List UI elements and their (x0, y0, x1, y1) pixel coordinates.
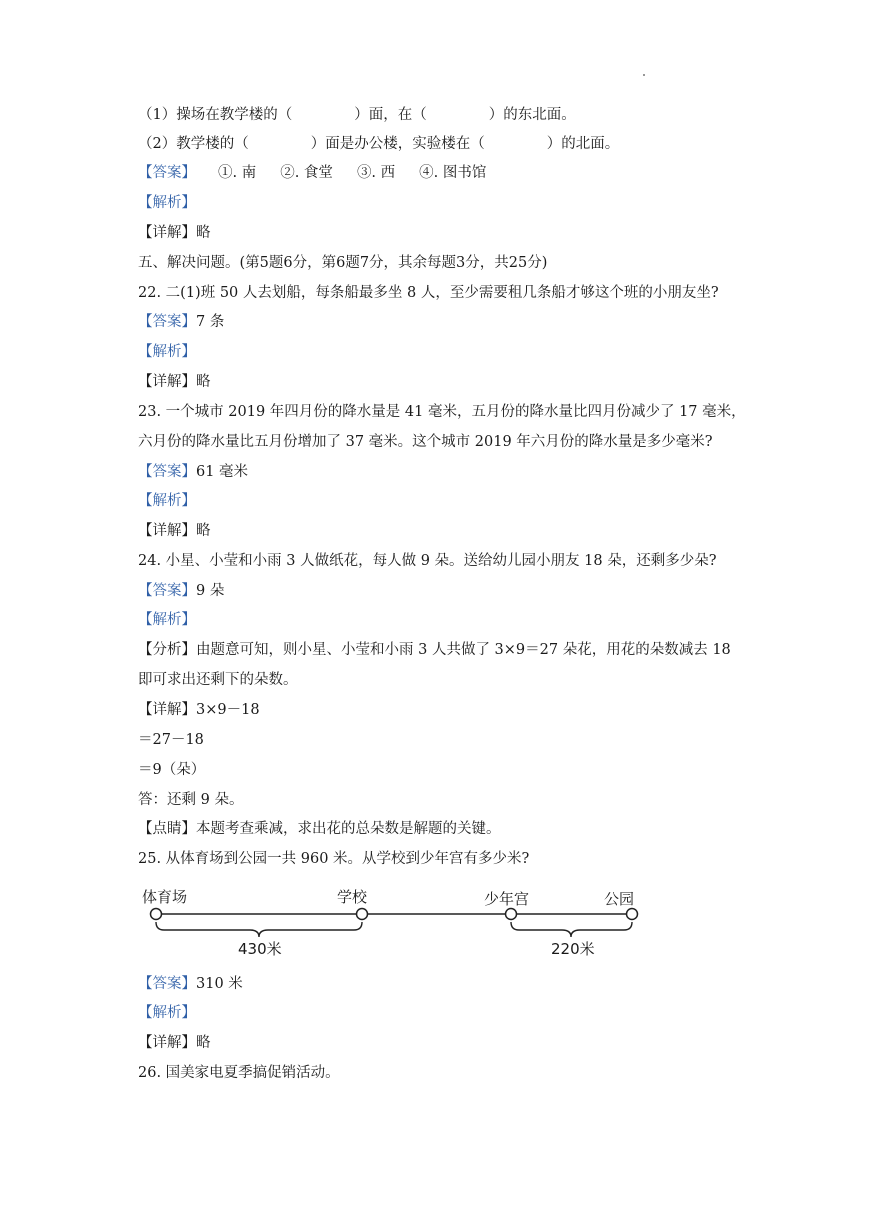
point-marker-school (357, 909, 368, 920)
answer-line: 【答案】7 条 (138, 314, 225, 330)
brace-left-label: 430米 (238, 940, 282, 958)
analysis-label: 【解析】 (138, 195, 196, 211)
brace-right-label: 220米 (551, 940, 595, 958)
detail-line: 【详解】3×9－18 (138, 702, 260, 718)
analysis-label: 【解析】 (138, 493, 196, 509)
sub-question-2: （2）教学楼的（ ）面是办公楼，实验楼在（ ）的北面。 (138, 136, 620, 152)
answer-label: 【答案】 (138, 165, 196, 181)
reply-line: 答：还剩 9 朵。 (138, 792, 244, 808)
detail-line: 【详解】略 (138, 523, 211, 539)
answer-line: 【答案】9 朵 (138, 583, 225, 599)
dianjing-line: 【点睛】本题考查乘减，求出花的总朵数是解题的关键。 (138, 821, 501, 837)
answer-line: 【答案】 ①. 南 ②. 食堂 ③. 西 ④. 图书馆 (138, 165, 487, 181)
answer-line: 【答案】61 毫米 (138, 464, 249, 480)
question-22: 22. 二(1)班 50 人去划船，每条船最多坐 8 人，至少需要租几条船才够这个班的小朋友坐? (138, 285, 719, 301)
point-label-park: 公园 (604, 890, 635, 908)
brace-left (156, 922, 362, 937)
distance-diagram (138, 880, 648, 960)
section-heading: 五、解决问题。(第5题6分，第6题7分，其余每题3分，共25分) (138, 255, 548, 271)
question-26: 26. 国美家电夏季搞促销活动。 (138, 1065, 340, 1081)
analysis-label: 【解析】 (138, 1005, 196, 1021)
stray-dot (643, 74, 645, 76)
calc-step-3: ＝9（朵） (138, 762, 206, 778)
question-23-line-1: 23. 一个城市 2019 年四月份的降水量是 41 毫米，五月份的降水量比四月份减少了 17 毫米， (138, 404, 746, 420)
point-label-stadium: 体育场 (142, 888, 188, 906)
analysis-label: 【解析】 (138, 344, 196, 360)
point-marker-stadium (151, 909, 162, 920)
detail-line: 【详解】略 (138, 1035, 211, 1051)
question-25: 25. 从体育场到公园一共 960 米。从学校到少年宫有多少米? (138, 851, 530, 867)
fenxi-line-2: 即可求出还剩下的朵数。 (138, 672, 298, 688)
brace-right (511, 922, 632, 937)
detail-line: 【详解】略 (138, 374, 211, 390)
calc-step-2: ＝27－18 (138, 732, 204, 748)
answer-line: 【答案】310 米 (138, 976, 243, 992)
point-label-youth-palace: 少年宫 (484, 890, 530, 908)
sub-question-1: （1）操场在教学楼的（ ）面，在（ ）的东北面。 (138, 107, 576, 123)
point-marker-park (627, 909, 638, 920)
fenxi-line-1: 【分析】由题意可知，则小星、小莹和小雨 3 人共做了 3×9＝27 朵花，用花的朵数减去 18 (138, 642, 731, 658)
question-24: 24. 小星、小莹和小雨 3 人做纸花，每人做 9 朵。送给幼儿园小朋友 18 朵，还剩多少朵? (138, 553, 717, 569)
analysis-label: 【解析】 (138, 612, 196, 628)
point-marker-youth-palace (506, 909, 517, 920)
question-23-line-2: 六月份的降水量比五月份增加了 37 毫米。这个城市 2019 年六月份的降水量是多少毫米? (138, 434, 713, 450)
point-label-school: 学校 (337, 888, 368, 906)
detail-line: 【详解】略 (138, 225, 211, 241)
